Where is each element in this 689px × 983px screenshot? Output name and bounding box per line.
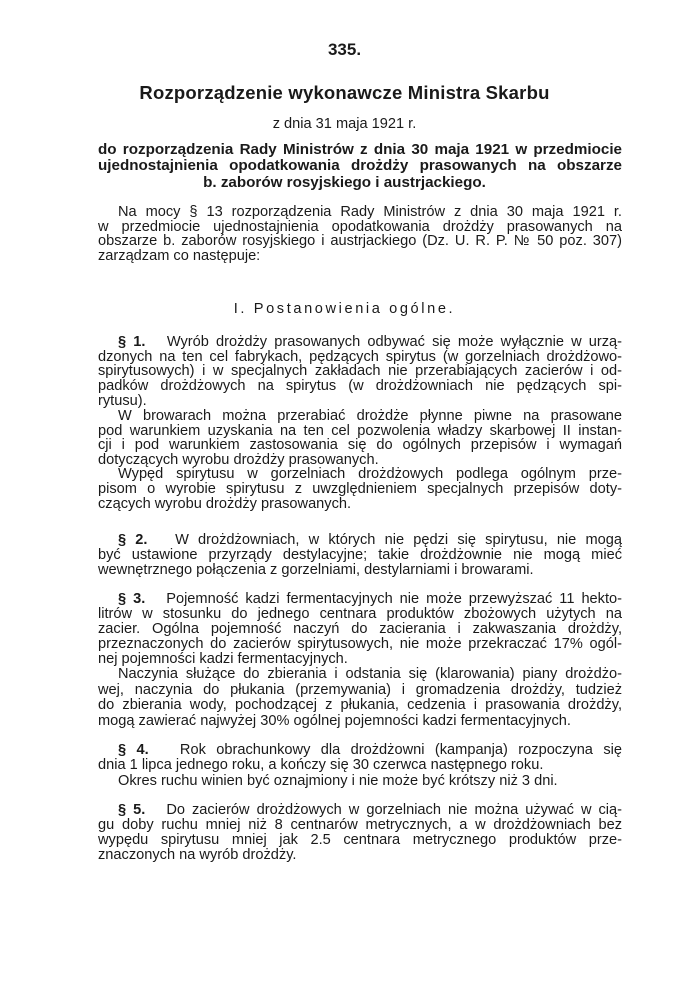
paragraph-line bbox=[98, 496, 622, 512]
paragraph-text: Naczynia służące do zbierania i odstania się (klarowania) piany drożdżo- bbox=[118, 666, 622, 682]
paragraph-text: Wypęd spirytusu w gorzelniach drożdżowych podlega ogólnym prze- bbox=[118, 466, 622, 482]
paragraph-text: Okres ruchu winien być oznajmiony i nie może być krótszy niż 3 dni. bbox=[118, 773, 558, 789]
paragraph-line bbox=[98, 547, 622, 563]
paragraph-line bbox=[98, 757, 622, 773]
paragraph-text: nej pojemności kadzi fermentacyjnych. bbox=[98, 651, 348, 667]
paragraph-text: W drożdżowniach, w których nie pędzi się spirytusu, nie mogą bbox=[175, 532, 622, 548]
paragraph-line bbox=[98, 682, 622, 698]
paragraph-line bbox=[98, 621, 622, 637]
paragraph-line bbox=[98, 606, 622, 622]
paragraph-text: dnia 1 lipca jednego roku, a kończy się 30 czerwca następnego roku. bbox=[98, 757, 544, 773]
paragraph-text: Rok obrachunkowy dla drożdżowni (kampanja) rozpoczyna się bbox=[179, 742, 622, 758]
paragraph-text: pisom o wyrobie spirytusu z uwzględnieniem specjalnych przepisów doty- bbox=[98, 481, 622, 497]
paragraph-text: do zbierania wody, pochodzącej z płukania, cedzenia i prasowania drożdży, bbox=[98, 697, 622, 713]
paragraph-line bbox=[118, 773, 622, 789]
paragraph-mark: § 3. bbox=[118, 591, 153, 607]
subtitle-line: do rozporządzenia Rady Ministrów z dnia 30 maja 1921 w przedmiocie bbox=[98, 141, 622, 158]
paragraph-line bbox=[98, 713, 622, 729]
paragraph-text: przeznaczonych do zacierów spirytusowych, nie może przekraczać 17% ogól- bbox=[98, 636, 622, 652]
paragraph-text: Do zacierów drożdżowych w gorzelniach nie można używać w cią- bbox=[166, 802, 623, 818]
paragraph-mark: § 1. bbox=[118, 334, 153, 350]
paragraph-text: czących wyrobu drożdży prasowanych. bbox=[98, 496, 352, 512]
paragraph-text: zacier. Ogólna pojemność naczyń do zacierania i zakwaszania drożdży, bbox=[98, 621, 622, 637]
paragraph-line bbox=[98, 481, 622, 497]
paragraph-line bbox=[98, 636, 622, 652]
paragraph-text: wewnętrznego połączenia z gorzelniami, destylarniami i browarami. bbox=[98, 562, 534, 578]
paragraph-line bbox=[118, 802, 622, 818]
paragraph-mark: § 4. bbox=[118, 742, 160, 758]
paragraph-line bbox=[98, 562, 622, 578]
paragraph-text: W browarach można przerabiać drożdże płynne piwne na prasowane bbox=[118, 408, 622, 424]
paragraph-line bbox=[98, 651, 622, 667]
paragraph-text: znaczonych na wyrób drożdży. bbox=[98, 847, 297, 863]
subtitle-line: b. zaborów rosyjskiego i austrjackiego. bbox=[203, 174, 486, 191]
paragraph-line bbox=[118, 591, 622, 607]
paragraph-line bbox=[98, 832, 622, 848]
paragraph-text: spirytusowych) i w specjalnych zakładach nie przerabiających zacierów i od- bbox=[98, 363, 622, 379]
paragraph-line bbox=[98, 393, 622, 409]
paragraph-text: dzonych na ten cel fabrykach, pędzących spirytus (w gorzelniach drożdżowo- bbox=[98, 349, 622, 365]
intro-line: w przedmiocie ujednostajnienia opodatkowania drożdży prasowanych na bbox=[98, 219, 622, 235]
paragraph-line bbox=[98, 378, 622, 394]
paragraph-text: wej, naczynia do płukania (przemywania) i gromadzenia drożdży, tudzież bbox=[98, 682, 622, 698]
paragraph-line bbox=[118, 466, 622, 482]
paragraph-text: Pojemność kadzi fermentacyjnych nie może przewyższać 11 hekto- bbox=[166, 591, 622, 607]
intro-line: Na mocy § 13 rozporządzenia Rady Ministrów z dnia 30 maja 1921 r. bbox=[118, 204, 622, 220]
page-number: 335. bbox=[327, 40, 362, 59]
paragraph-text: być ustawione przyrządy destylacyjne; takie drożdżownie nie mogą mieć bbox=[98, 547, 622, 563]
paragraph-line bbox=[98, 363, 622, 379]
paragraph-mark: § 2. bbox=[118, 532, 157, 548]
paragraph-text: dotyczących wyrobu drożdży prasowanych. bbox=[98, 452, 379, 468]
paragraph-text: cji i pod warunkiem zastosowania się do ogólnych przepisów i wymagań bbox=[98, 437, 622, 453]
paragraph-line bbox=[118, 532, 622, 548]
intro-line: zarządzam co następuje: bbox=[98, 248, 261, 264]
paragraph-text: rytusu). bbox=[98, 393, 147, 409]
paragraph-text: wypędu spirytusu mniej jak 2.5 centnara metrycznego produktów prze- bbox=[98, 832, 622, 848]
paragraph-line bbox=[98, 437, 622, 453]
paragraph-text: padków drożdżowych na spirytus (w drożdżowniach nie pędzących spi- bbox=[98, 378, 622, 394]
document-title: Rozporządzenie wykonawcze Ministra Skarbu bbox=[139, 82, 550, 103]
paragraph-line bbox=[118, 334, 622, 350]
subtitle-line: ujednostajnienia opodatkowania drożdży prasowanych na obszarze bbox=[98, 157, 622, 174]
paragraph-line bbox=[98, 697, 622, 713]
paragraph-line bbox=[118, 742, 622, 758]
paragraph-text: litrów w stosunku do jednego centnara produktów zbożowych użytych na bbox=[98, 606, 622, 622]
paragraph-line bbox=[118, 666, 622, 682]
paragraph-text: mogą zawierać najwyżej 30% ogólnej pojemności kadzi fermentacyjnych. bbox=[98, 713, 571, 729]
section-heading: I. Postanowienia ogólne. bbox=[233, 301, 456, 317]
paragraph-mark: § 5. bbox=[118, 802, 153, 818]
paragraph-text: Wyrób drożdży prasowanych odbywać się może wyłącznie w urzą- bbox=[166, 334, 622, 350]
paragraph-line bbox=[118, 408, 622, 424]
paragraph-line bbox=[98, 847, 622, 863]
document-date: z dnia 31 maja 1921 r. bbox=[272, 116, 417, 132]
intro-line: obszarze b. zaborów rosyjskiego i austrjackiego (Dz. U. R. P. № 50 poz. 307) bbox=[98, 233, 622, 249]
paragraph-line bbox=[98, 817, 622, 833]
paragraph-text: gu doby ruchu mniej niż 8 centnarów metrycznych, a w drożdżowniach bez bbox=[98, 817, 622, 833]
paragraph-text: pod warunkiem uzyskania na ten cel pozwolenia władzy skarbowej II instan- bbox=[98, 423, 622, 439]
